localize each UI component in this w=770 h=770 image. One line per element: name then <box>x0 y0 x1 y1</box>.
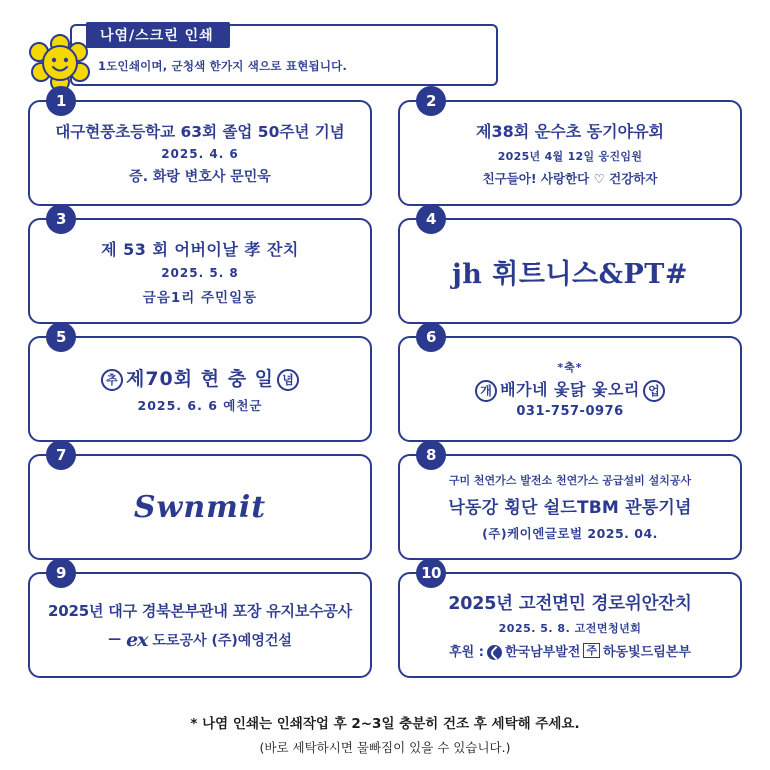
sample-row <box>28 328 742 442</box>
sample-row <box>28 564 742 678</box>
sample-line: 2025. 5. 8. 고전면청년회 <box>498 622 642 635</box>
header-title: 나염/스크린 인쇄 <box>86 22 230 48</box>
sample-line: 제70회 현 충 일 <box>125 368 275 390</box>
sample-card-6[interactable] <box>398 336 742 442</box>
sample-cell-8 <box>398 446 742 560</box>
sample-line-sponsor <box>449 641 691 660</box>
sample-card-1[interactable] <box>28 100 372 206</box>
sample-line: 낙동강 횡단 쉴드TBM 관통기념 <box>448 498 692 518</box>
footer-note-primary: * 나염 인쇄는 인쇄작업 후 2~3일 충분히 건조 후 세탁해 주세요. <box>190 716 580 732</box>
sponsor-branch: 하동빛드림본부 <box>602 645 691 660</box>
sample-line: *축* <box>557 361 583 374</box>
sample-line: 031-757-0976 <box>516 404 624 419</box>
kospo-logo-icon <box>487 645 502 660</box>
sample-line: 대구현풍초등학교 63회 졸업 50주년 기념 <box>55 123 345 141</box>
footer-notes <box>0 712 770 756</box>
sample-row <box>28 446 742 560</box>
sample-line: 2025. 4. 6 <box>161 147 239 161</box>
sample-card-8[interactable] <box>398 454 742 560</box>
sample-cell-3 <box>28 210 372 324</box>
header-subtitle: 1도인쇄이며, 군청색 한가지 색으로 표현됩니다. <box>98 59 348 73</box>
sponsor-label: 후원 : <box>449 645 484 660</box>
sample-cell-10 <box>398 564 742 678</box>
corp-mark-icon: 주 <box>583 643 600 658</box>
sample-line: 금음1리 주민일동 <box>142 289 258 306</box>
sample-card-3[interactable] <box>28 218 372 324</box>
header-banner <box>28 24 498 86</box>
sample-line-text: 도로공사 (주)예영건설 <box>152 632 292 649</box>
sample-cell-2 <box>398 92 742 206</box>
sample-line: 친구들아! 사랑한다 ♡ 건강하자 <box>482 171 658 186</box>
sample-cell-9 <box>28 564 372 678</box>
sample-number-badge: 10 <box>416 558 446 588</box>
sample-number-badge: 4 <box>416 204 446 234</box>
sample-line: 2025. 5. 8 <box>161 265 239 280</box>
sample-line: (주)케이엔글로벌 2025. 04. <box>482 526 658 541</box>
sample-row <box>28 92 742 206</box>
sample-number-badge: 9 <box>46 558 76 588</box>
sample-cell-6 <box>398 328 742 442</box>
sample-number-badge: 1 <box>46 86 76 116</box>
sample-line: 제 53 회 어버이날 孝 잔치 <box>101 239 299 259</box>
sample-line-with-stamps <box>98 364 302 396</box>
sample-line: 구미 천연가스 발전소 천연가스 공급설비 설치공사 <box>448 474 692 487</box>
sample-line: 2025년 4월 12일 웅진임원 <box>497 150 643 163</box>
sample-line: 증. 화랑 변호사 문민욱 <box>129 169 271 185</box>
sample-number-badge: 7 <box>46 440 76 470</box>
stamp-right-icon: 념 <box>277 369 299 391</box>
sample-card-7[interactable] <box>28 454 372 560</box>
sample-number-badge: 2 <box>416 86 446 116</box>
sample-logo-text: Swnmit <box>133 489 267 525</box>
sample-card-10[interactable] <box>398 572 742 678</box>
sample-row <box>28 210 742 324</box>
sample-line-logo <box>108 629 292 651</box>
sample-line: 배가네 옻닭 옻오리 <box>500 380 640 399</box>
sample-number-badge: 5 <box>46 322 76 352</box>
dash-left-icon: — <box>108 632 122 647</box>
sample-line: 2025. 6. 6 예천군 <box>137 398 263 413</box>
ex-logo-icon: ex <box>126 628 148 651</box>
sample-line-with-stamps <box>472 377 668 404</box>
samples-grid <box>28 92 742 690</box>
sample-cell-1 <box>28 92 372 206</box>
sample-line: jh 휘트니스&PT# <box>451 258 689 290</box>
sample-card-4[interactable] <box>398 218 742 324</box>
sample-line: 제38회 운수초 동기야유회 <box>476 122 664 141</box>
sample-cell-7 <box>28 446 372 560</box>
sponsor-name: 한국남부발전 <box>504 645 581 660</box>
sample-card-5[interactable] <box>28 336 372 442</box>
footer-note-secondary: (바로 세탁하시면 물빠짐이 있을 수 있습니다.) <box>259 740 511 755</box>
smiling-flower-icon <box>28 34 92 92</box>
stamp-left-icon: 개 <box>475 380 497 402</box>
stamp-right-icon: 업 <box>643 380 665 402</box>
sample-line: 2025년 고전면민 경로위안잔치 <box>448 594 692 614</box>
sample-cell-4 <box>398 210 742 324</box>
sample-line: 2025년 대구 경북본부관내 포장 유지보수공사 <box>48 601 352 620</box>
sample-card-2[interactable] <box>398 100 742 206</box>
sample-card-9[interactable] <box>28 572 372 678</box>
stamp-left-icon: 추 <box>101 369 123 391</box>
sample-number-badge: 6 <box>416 322 446 352</box>
sample-number-badge: 8 <box>416 440 446 470</box>
sample-cell-5 <box>28 328 372 442</box>
sample-number-badge: 3 <box>46 204 76 234</box>
